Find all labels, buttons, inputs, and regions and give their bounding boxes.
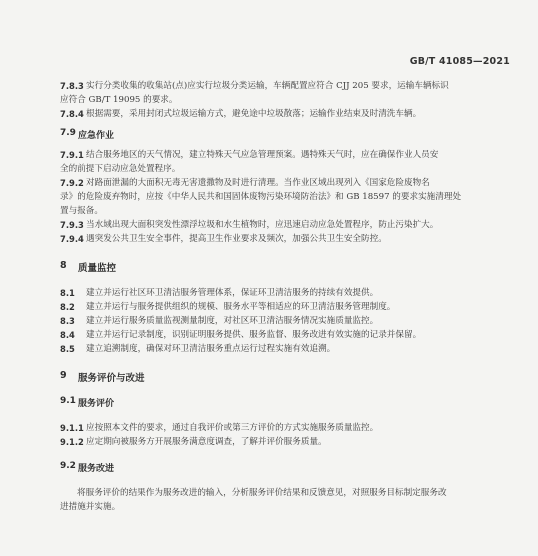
heading-title: 服务改进 <box>78 464 115 474</box>
heading-title: 质量监控 <box>78 263 117 274</box>
heading-title: 应急作业 <box>78 131 115 141</box>
clause-number: 8.4 <box>60 330 75 340</box>
clause-7-8-3 <box>60 79 500 107</box>
heading-title: 服务评价与改进 <box>78 373 145 384</box>
clause-number: 7.8.4 <box>60 109 84 119</box>
heading-8 <box>60 260 500 274</box>
clause-text: 结合服务地区的天气情况，建立特殊天气应急管理预案。遇特殊天气时，应在确保作业人员安 <box>86 150 439 160</box>
clause-number: 8.1 <box>60 288 75 298</box>
clause-number: 8.3 <box>60 316 75 326</box>
clause-text: 建立追溯制度，确保对环卫清洁服务重点运行过程实施有效追溯。 <box>86 344 336 354</box>
clause-7-9-1 <box>60 148 500 176</box>
heading-number: 9 <box>60 370 67 381</box>
clause-number: 8.2 <box>60 302 75 312</box>
heading-number: 9.1 <box>60 396 76 406</box>
clause-text: 实行分类收集的收集站(点)应实行垃圾分类运输，车辆配置应符合 CJJ 205 要求，运输车辆标识 <box>86 81 449 91</box>
clause-text-cont: 全的前提下启动应急处置程序。 <box>60 164 181 174</box>
paragraph-text-cont: 进措施并实施。 <box>60 502 121 512</box>
heading-7-9 <box>60 128 500 141</box>
clause-text: 当水域出现大面积突发性漂浮垃圾和水生植物时，应迅速启动应急处置程序，防止污染扩大。 <box>86 220 439 230</box>
clause-8-3 <box>60 314 500 328</box>
paragraph-9-2 <box>60 486 500 514</box>
standard-code-header: GB/T 41085—2021 <box>409 56 510 67</box>
clause-text-cont: 置与报备。 <box>60 206 103 216</box>
paragraph-text: 将服务评价的结果作为服务改进的输入，分析服务评价结果和反馈意见，对照服务目标制定服务改 <box>77 488 447 498</box>
clause-9-1-2 <box>60 435 500 449</box>
clause-text: 建立并运行与服务提供组织的规模、服务水平等相适应的环卫清洁服务管理制度。 <box>86 302 396 312</box>
heading-9-2 <box>60 461 500 474</box>
clause-8-2 <box>60 300 500 314</box>
clause-7-9-2 <box>60 176 500 218</box>
clause-number: 7.8.3 <box>60 81 84 91</box>
clause-number: 7.9.2 <box>60 178 84 188</box>
clause-number: 7.9.1 <box>60 150 84 160</box>
clause-number: 7.9.3 <box>60 220 84 230</box>
clause-text: 建立并运行记录制度，识别证明服务提供、服务监督、服务改进有效实施的记录并保留。 <box>86 330 422 340</box>
clause-7-9-4 <box>60 232 500 246</box>
clause-text: 对路面泄漏的大面积无毒无害遗撒物及时进行清理。当作业区域出现列入《国家危险废物名 <box>86 178 430 188</box>
clause-text-cont: 录》的危险废弃物时，应按《中华人民共和国固体废物污染环境防治法》和 GB 18597 的要求实施清理处 <box>60 192 462 202</box>
clause-number: 8.5 <box>60 344 75 354</box>
heading-number: 9.2 <box>60 461 76 471</box>
clause-8-4 <box>60 328 500 342</box>
clause-8-1 <box>60 286 500 300</box>
heading-title: 服务评价 <box>78 399 115 409</box>
clause-text: 建立并运行服务质量监视测量制度，对社区环卫清洁服务情况实施质量监控。 <box>86 316 379 326</box>
clause-text: 应定期向被服务方开展服务满意度调查，了解并评价服务质量。 <box>86 437 327 447</box>
clause-number: 7.9.4 <box>60 234 84 244</box>
clause-7-8-4 <box>60 107 500 121</box>
clause-8-5 <box>60 342 500 356</box>
clause-number: 9.1.2 <box>60 437 84 447</box>
heading-9 <box>60 370 500 384</box>
heading-number: 8 <box>60 260 67 271</box>
clause-text: 建立并运行社区环卫清洁服务管理体系，保证环卫清洁服务的持续有效提供。 <box>86 288 379 298</box>
heading-number: 7.9 <box>60 128 76 138</box>
clause-number: 9.1.1 <box>60 423 84 433</box>
clause-9-1-1 <box>60 421 500 435</box>
clause-7-9-3 <box>60 218 500 232</box>
heading-9-1 <box>60 396 500 409</box>
clause-text: 应按照本文件的要求，通过自我评价或第三方评价的方式实施服务质量监控。 <box>86 423 379 433</box>
page-content <box>60 79 500 514</box>
clause-text: 遇突发公共卫生安全事件，提高卫生作业要求及频次，加强公共卫生安全防控。 <box>86 234 387 244</box>
clause-text-cont: 应符合 GB/T 19095 的要求。 <box>60 95 178 105</box>
clause-text: 根据需要，采用封闭式垃圾运输方式，避免途中垃圾散落；运输作业结束及时清洗车辆。 <box>86 109 422 119</box>
